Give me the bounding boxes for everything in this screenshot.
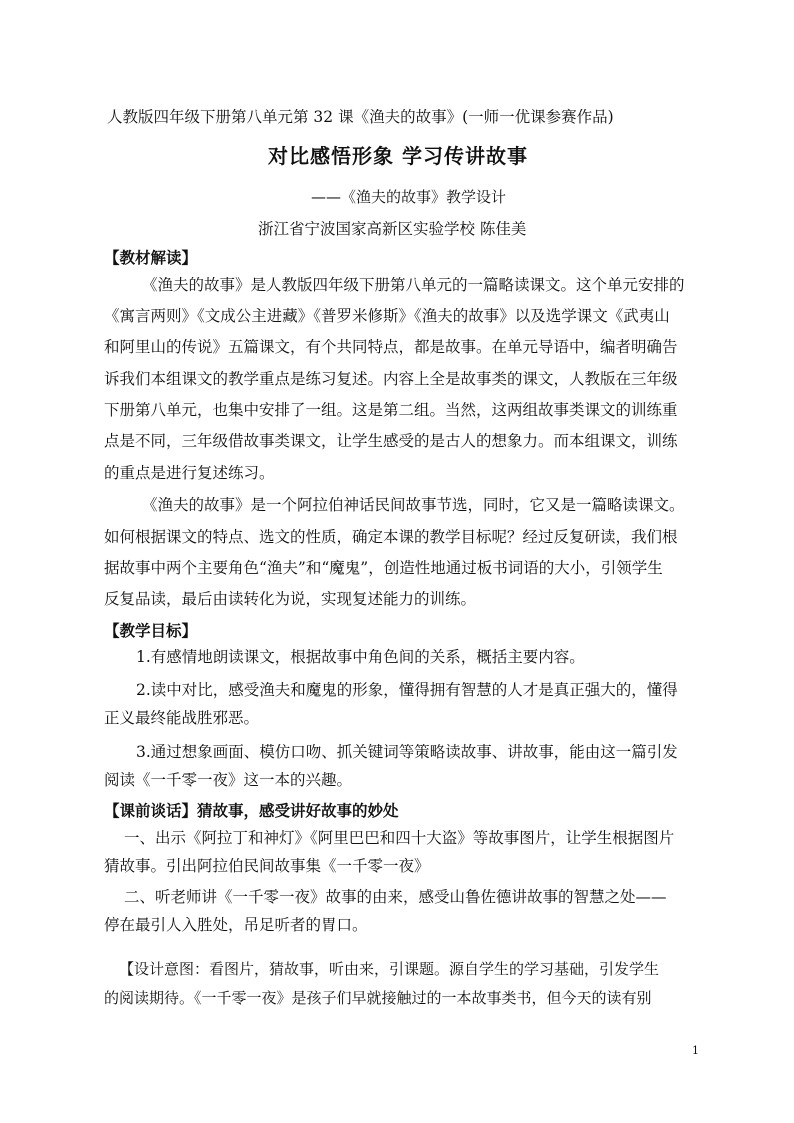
page-number: 1 [692,1044,699,1057]
page-subtitle: ——《渔夫的故事》教学设计 [311,188,507,206]
paragraph-line: 猜故事。引出阿拉伯民间故事集《一千零一夜》 [104,857,430,875]
goal-item: 1.有感情地朗读课文，根据故事中角色间的关系，概括主要内容。 [136,648,585,666]
design-intent-line: 的阅读期待。《一千零一夜》是孩子们早就接触过的一本故事类书，但今天的读有别 [104,989,652,1007]
author-line: 浙江省宁波国家高新区实验学校 陈佳美 [258,220,527,238]
paragraph-line: 点是不同，三年级借故事类课文，让学生感受的是古人的想象力。而本组课文，训练 [104,432,678,450]
pre-talk-heading: 【课前谈话】猜故事，感受讲好故事的妙处 [104,801,399,820]
paragraph-line: 《渔夫的故事》是一个阿拉伯神话民间故事节选，同时，它又是一篇略读课文。 [142,496,685,514]
paragraph-line: 停在最引人入胜处，吊足听者的胃口。 [104,916,368,934]
paragraph-line: 下册第八单元，也集中安排了一组。这是第二组。当然，这两组故事类课文的训练重 [104,401,678,419]
goal-item: 正义最终能战胜邪恶。 [104,709,260,727]
paragraph-line: 二、听老师讲《一千零一夜》故事的由来，感受山鲁佐德讲故事的智慧之处—— [124,888,667,906]
paragraph-line: 和阿里山的传说》五篇课文，有个共同特点，都是故事。在单元导语中，编者明确告 [104,338,678,356]
paragraph-line: 《寓言两则》《文成公主进藏》《普罗米修斯》《渔夫的故事》以及选学课文《武夷山 [104,307,670,325]
paragraph-line: 的重点是进行复述练习。 [104,464,275,482]
goal-item: 3.通过想象画面、模仿口吻、抓关键词等策略读故事、讲故事，能由这一篇引发 [136,743,678,761]
paragraph-line: 一、出示《阿拉丁和神灯》《阿里巴巴和四十大盗》等故事图片，让学生根据图片 [124,829,675,847]
goals-heading: 【教学目标】 [104,621,198,640]
paragraph-line: 如何根据课文的特点、选文的性质，确定本课的教学目标呢？经过反复研读，我们根 [104,528,678,546]
paragraph-line: 反复品读，最后由读转化为说，实现复述能力的训练。 [104,590,477,608]
paragraph-line: 《渔夫的故事》是人教版四年级下册第八单元的一篇略读课文。这个单元安排的 [142,276,685,294]
design-intent-line: 【设计意图：看图片，猜故事，听由来，引课题。源自学生的学习基础，引发学生 [119,960,660,978]
paragraph-line: 诉我们本组课文的教学重点是练习复述。内容上全是故事类的课文，人教版在三年级 [104,370,678,388]
materials-heading: 【教材解读】 [104,248,198,267]
page-title: 对比感悟形象 学习传讲故事 [268,144,528,168]
paragraph-line: 据故事中两个主要角色“渔夫”和“魔鬼”，创造性地通过板书词语的大小，引领学生 [104,559,663,577]
goal-item: 阅读《一千零一夜》这一本的兴趣。 [104,771,353,789]
series-line: 人教版四年级下册第八单元第 32 课《渔夫的故事》(一师一优课参赛作品) [107,108,614,126]
goal-item: 2.读中对比，感受渔夫和魔鬼的形象，懂得拥有智慧的人才是真正强大的，懂得 [136,681,678,699]
